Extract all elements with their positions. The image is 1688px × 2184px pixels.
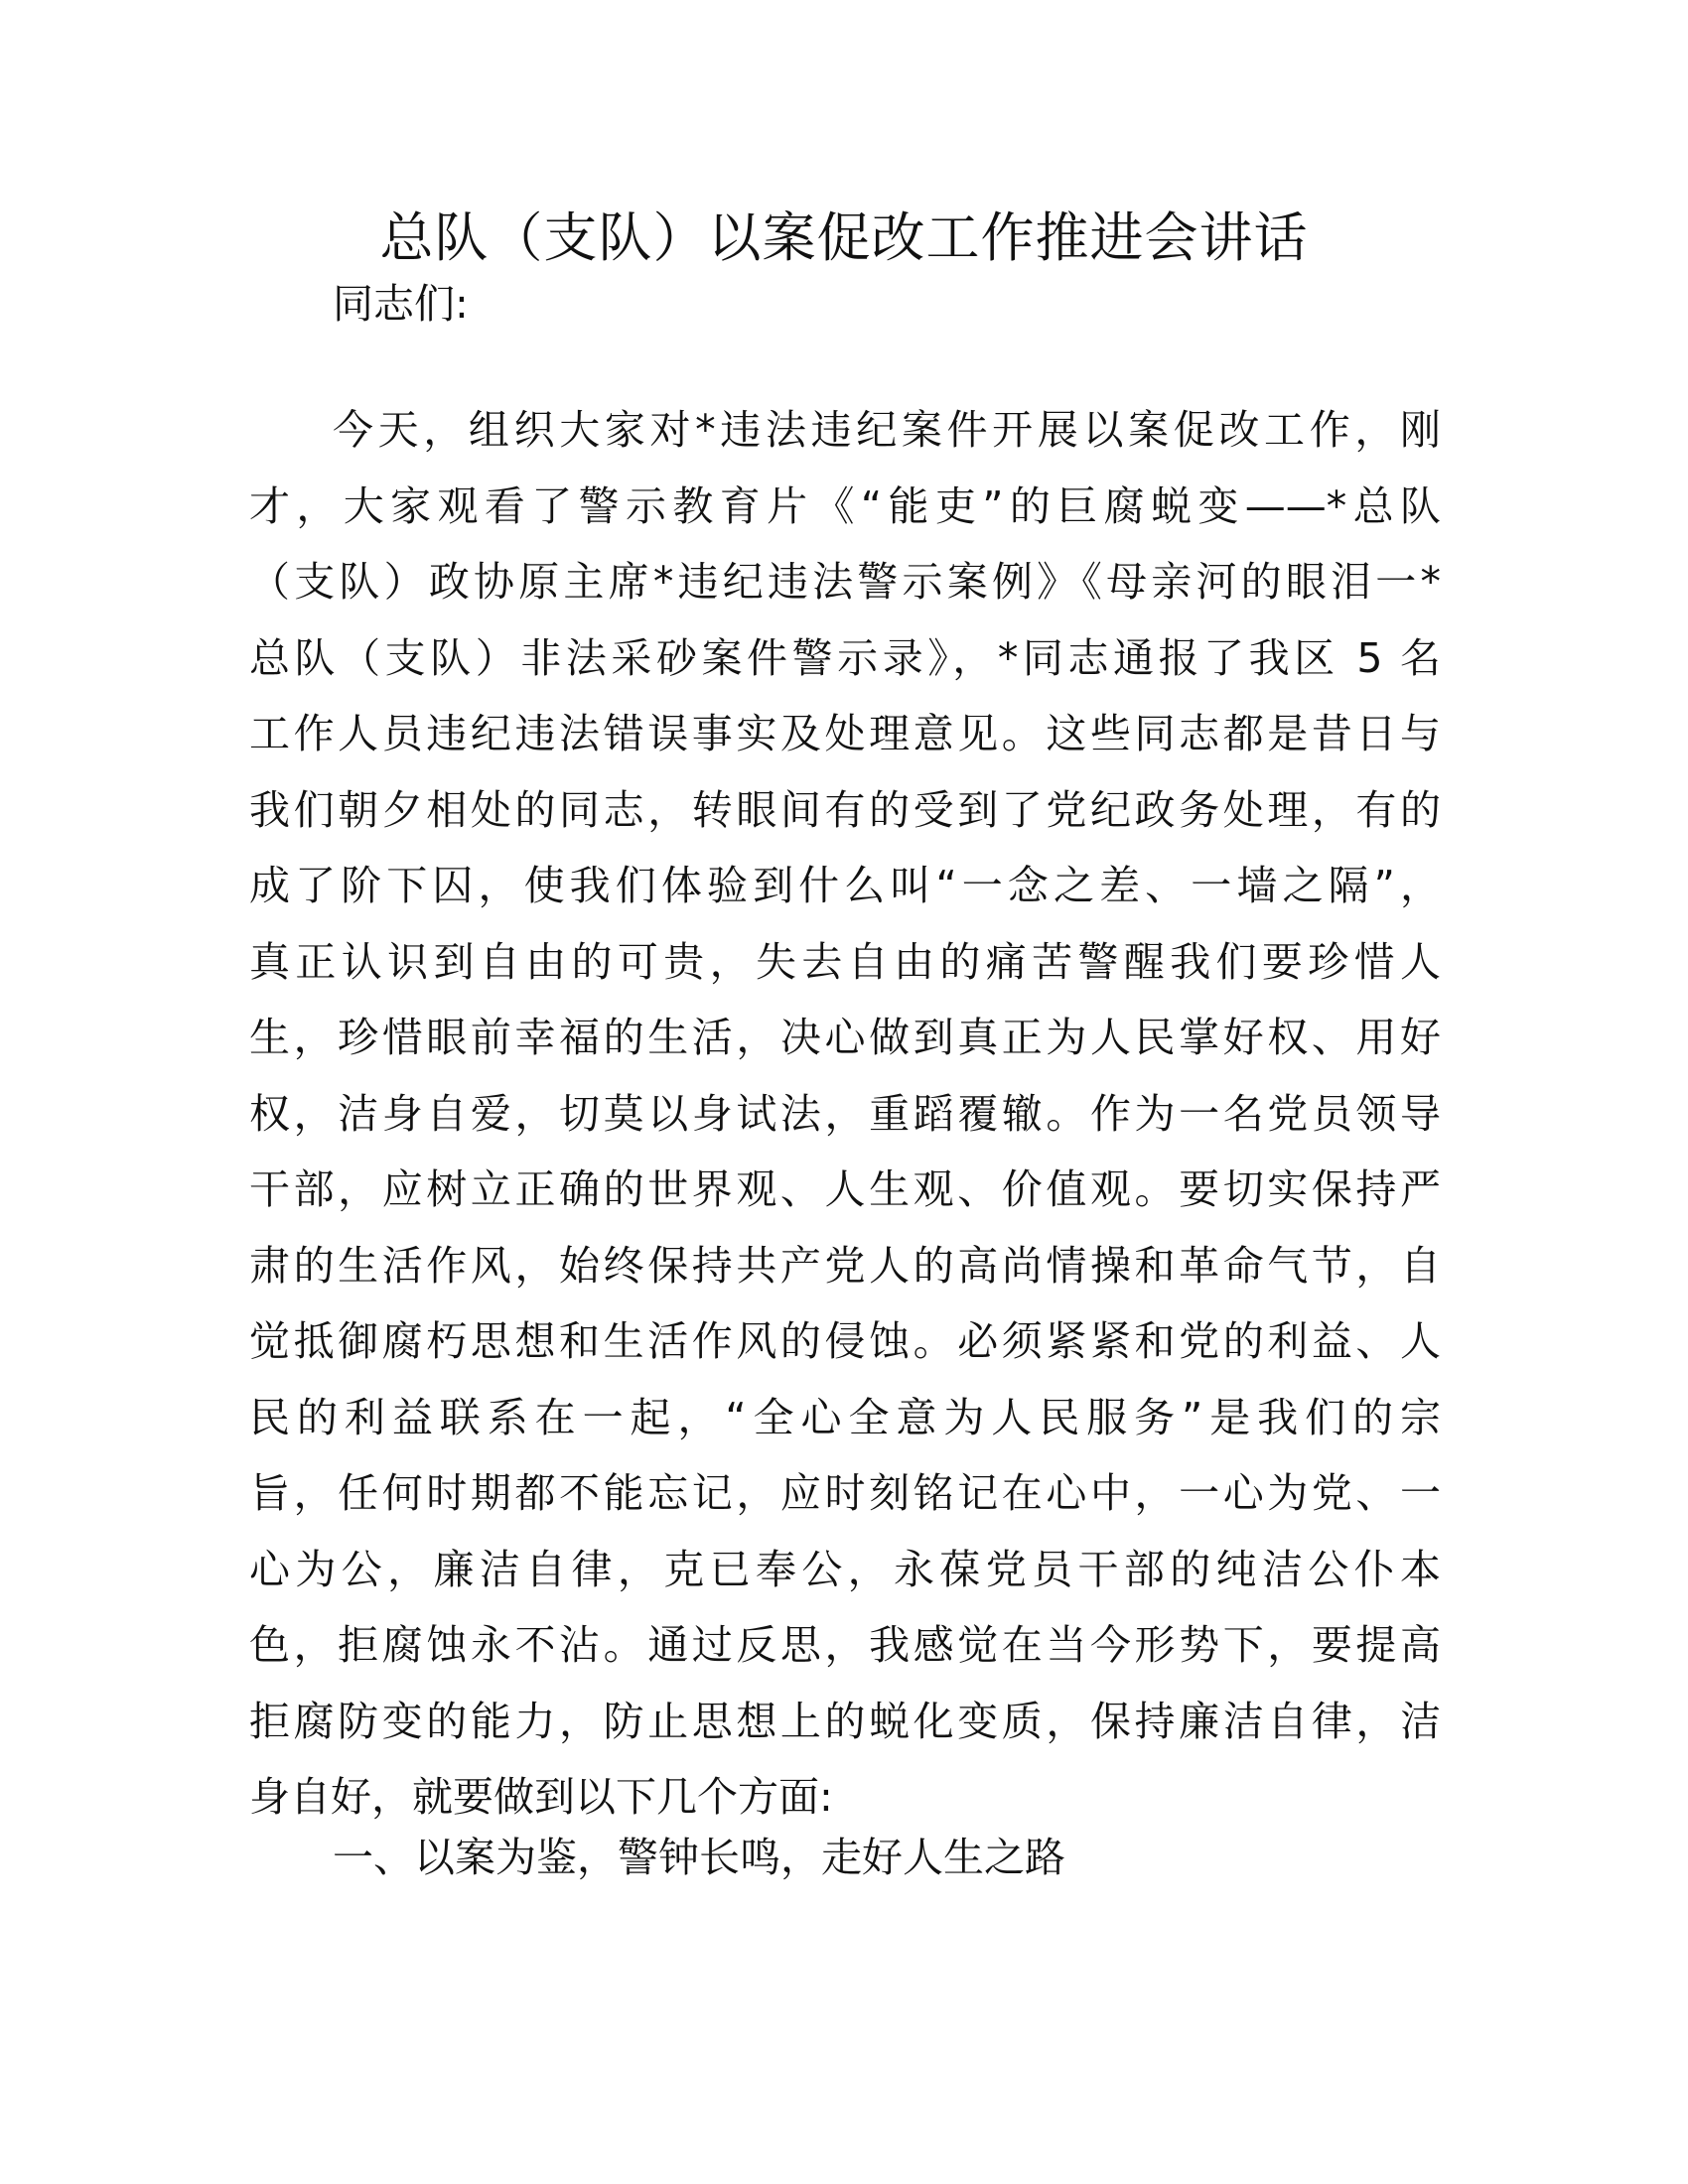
- paragraph-line: 民的利益联系在一起，“全心全意为人民服务”是我们的宗: [249, 1393, 1441, 1441]
- paragraph-line: 总队（支队）非法采砂案件警示录》，*同志通报了我区 5 名: [249, 633, 1441, 682]
- paragraph-line: 才，大家观看了警示教育片《“能吏”的巨腐蜕变——*总队: [249, 481, 1441, 530]
- paragraph-line: 色，拒腐蚀永不沾。通过反思，我感觉在当今形势下，要提高: [249, 1621, 1441, 1669]
- paragraph-line: 权，洁身自爱，切莫以身试法，重蹈覆辙。作为一名党员领导: [249, 1089, 1441, 1138]
- paragraph-line: 工作人员违纪违法错误事实及处理意见。这些同志都是昔日与: [249, 710, 1441, 757]
- paragraph-line: 身自好，就要做到以下几个方面:: [249, 1773, 833, 1821]
- paragraph-line: 干部，应树立正确的世界观、人生观、价值观。要切实保持严: [249, 1165, 1441, 1213]
- paragraph-line: 生，珍惜眼前幸福的生活，决心做到真正为人民掌好权、用好: [249, 1014, 1441, 1061]
- paragraph-line: 肃的生活作风，始终保持共产党人的高尚情操和革命气节，自: [249, 1241, 1441, 1290]
- paragraph-line: （支队）政协原主席*违纪违法警示案例》《母亲河的眼泪一*: [249, 558, 1441, 606]
- document-title: 总队（支队）以案促改工作推进会讲话: [379, 206, 1309, 269]
- paragraph-line: 拒腐防变的能力，防止思想上的蜕化变质，保持廉洁自律，洁: [249, 1697, 1441, 1745]
- paragraph-line: 心为公，廉洁自律，克已奉公，永葆党员干部的纯洁公仆本: [249, 1545, 1441, 1593]
- paragraph-line: 旨，任何时期都不能忘记，应时刻铭记在心中，一心为党、一: [249, 1469, 1441, 1517]
- paragraph-line: 真正认识到自由的可贵，失去自由的痛苦警醒我们要珍惜人: [249, 937, 1441, 986]
- paragraph-line: 我们朝夕相处的同志，转眼间有的受到了党纪政务处理，有的: [249, 785, 1441, 834]
- section-heading: 一、以案为鉴，警钟长鸣，走好人生之路: [333, 1834, 1065, 1881]
- paragraph-line: 今天，组织大家对*违法违纪案件开展以案促改工作，刚: [333, 406, 1441, 454]
- greeting: 同志们:: [333, 280, 469, 328]
- paragraph-line: 成了阶下囚，使我们体验到什么叫“一念之差、一墙之隔”，: [249, 862, 1441, 909]
- body-paragraph: [249, 392, 1441, 1836]
- paragraph-line: 觉抵御腐朽思想和生活作风的侵蚀。必须紧紧和党的利益、人: [249, 1317, 1441, 1365]
